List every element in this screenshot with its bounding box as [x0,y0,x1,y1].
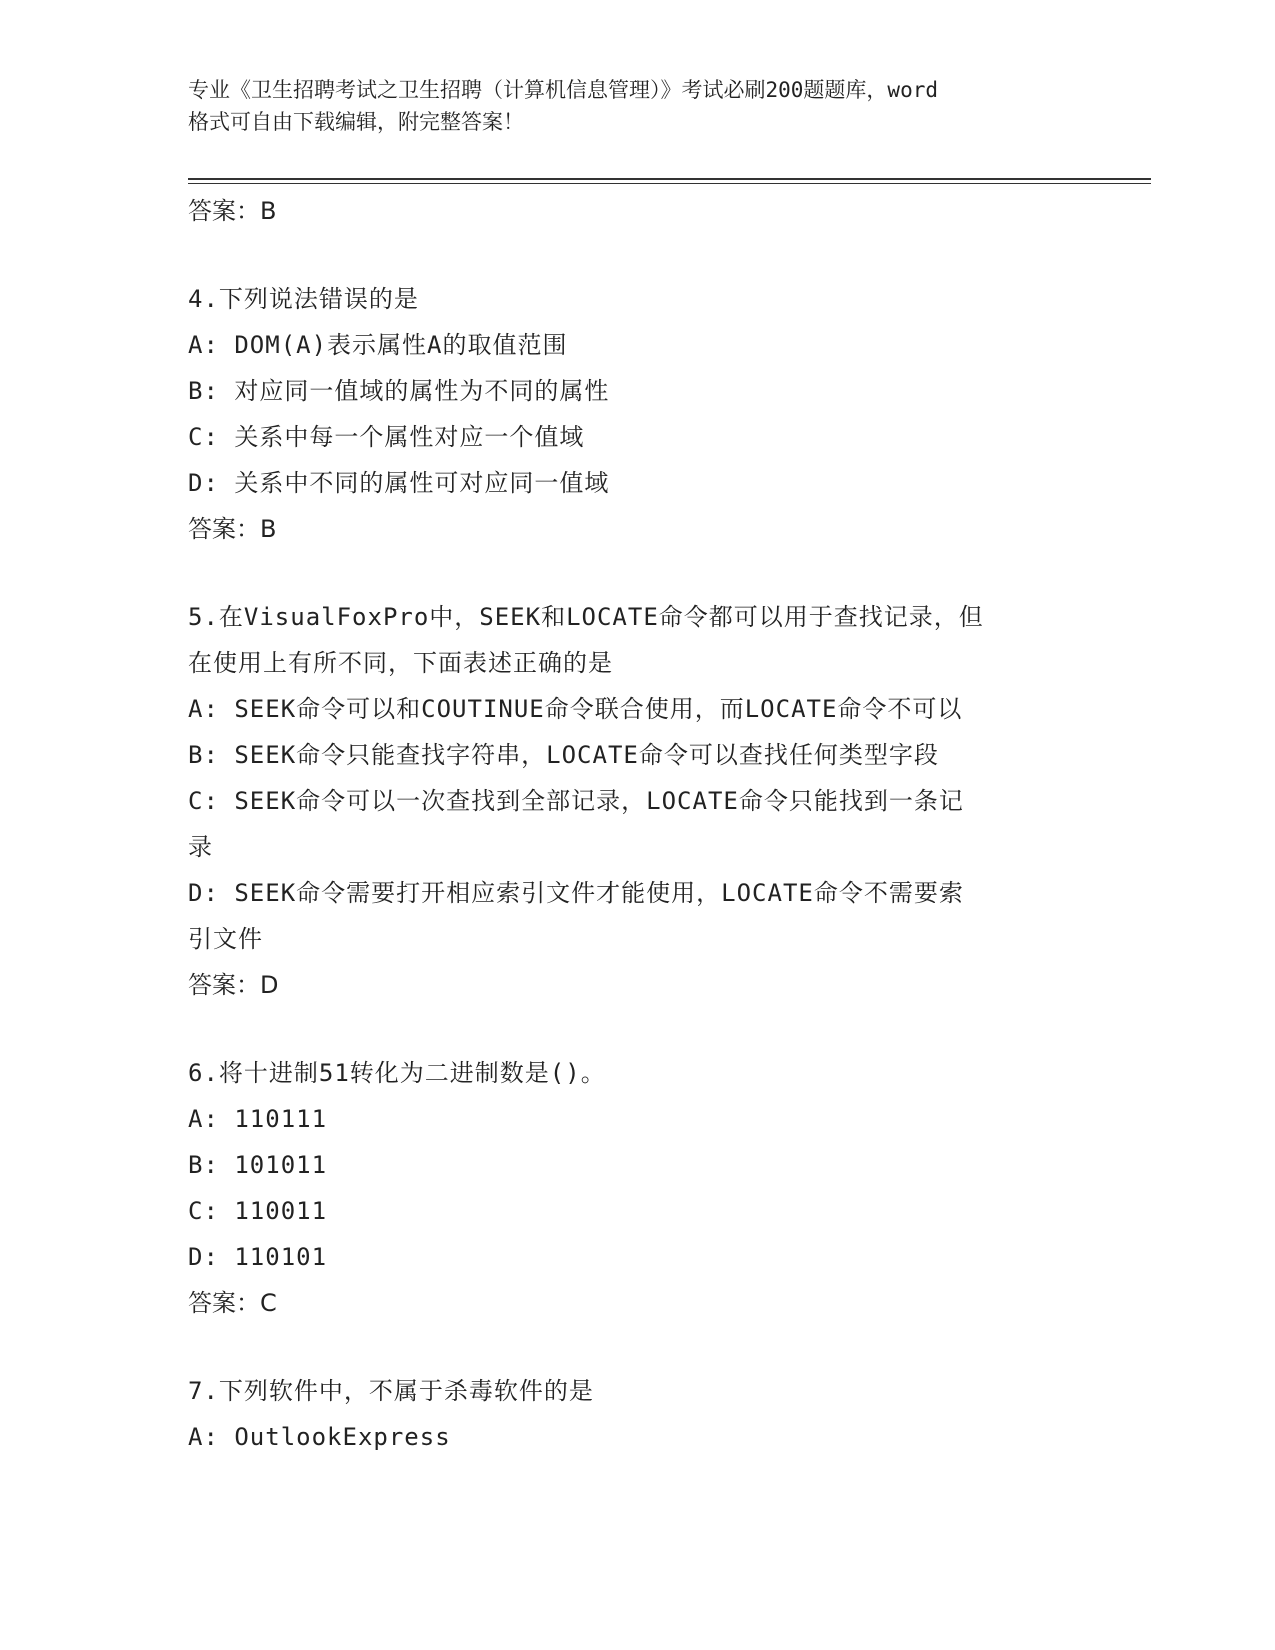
header-line-2: 格式可自由下载编辑，附完整答案！ [188,110,524,134]
question-stem: 7.下列软件中，不属于杀毒软件的是 [188,1377,594,1405]
answer-option: D: 关系中不同的属性可对应同一值域 [188,469,610,497]
spacer [188,1008,1088,1050]
answer-option: D: 110101 [188,1243,328,1271]
question-block [188,594,1088,1050]
question-stem: 5.在VisualFoxPro中，SEEK和LOCATE命令都可以用于查找记录，但 [188,603,984,631]
answer-option: C: 110011 [188,1197,328,1225]
answer-option: A: OutlookExpress [188,1423,451,1451]
question-stem: 在使用上有所不同，下面表述正确的是 [188,649,613,677]
spacer [188,1326,1088,1368]
previous-answer: 答案：B [188,197,277,225]
question-block [188,1368,1088,1460]
header-rule-thin [188,183,1151,184]
header-line-1: 专业《卫生招聘考试之卫生招聘（计算机信息管理）》考试必刷200题题库，word [188,78,938,102]
answer-option: B: 对应同一值域的属性为不同的属性 [188,377,610,405]
spacer [188,234,1088,276]
question-block [188,1050,1088,1368]
answer-option: 录 [188,833,213,861]
answer-option: A: 110111 [188,1105,328,1133]
questions-container [188,276,1088,1460]
answer-option: A: DOM(A)表示属性A的取值范围 [188,331,568,359]
question-block [188,276,1088,594]
answer-option: D: SEEK命令需要打开相应索引文件才能使用，LOCATE命令不需要索 [188,879,964,907]
answer-option: B: SEEK命令只能查找字符串，LOCATE命令可以查找任何类型字段 [188,741,939,769]
answer-key: 答案：D [188,971,279,999]
question-stem: 6.将十进制51转化为二进制数是()。 [188,1059,606,1087]
answer-option: A: SEEK命令可以和COUTINUE命令联合使用，而LOCATE命令不可以 [188,695,963,723]
answer-option: C: SEEK命令可以一次查找到全部记录，LOCATE命令只能找到一条记 [188,787,964,815]
answer-key: 答案：C [188,1289,277,1317]
spacer [188,552,1088,594]
answer-option: 引文件 [188,925,263,953]
question-stem: 4.下列说法错误的是 [188,285,419,313]
answer-option: B: 101011 [188,1151,328,1179]
answer-key: 答案：B [188,515,277,543]
header-rule-thick [188,178,1151,180]
answer-option: C: 关系中每一个属性对应一个值域 [188,423,585,451]
document-header [188,74,1088,138]
question-list [188,188,1088,1460]
